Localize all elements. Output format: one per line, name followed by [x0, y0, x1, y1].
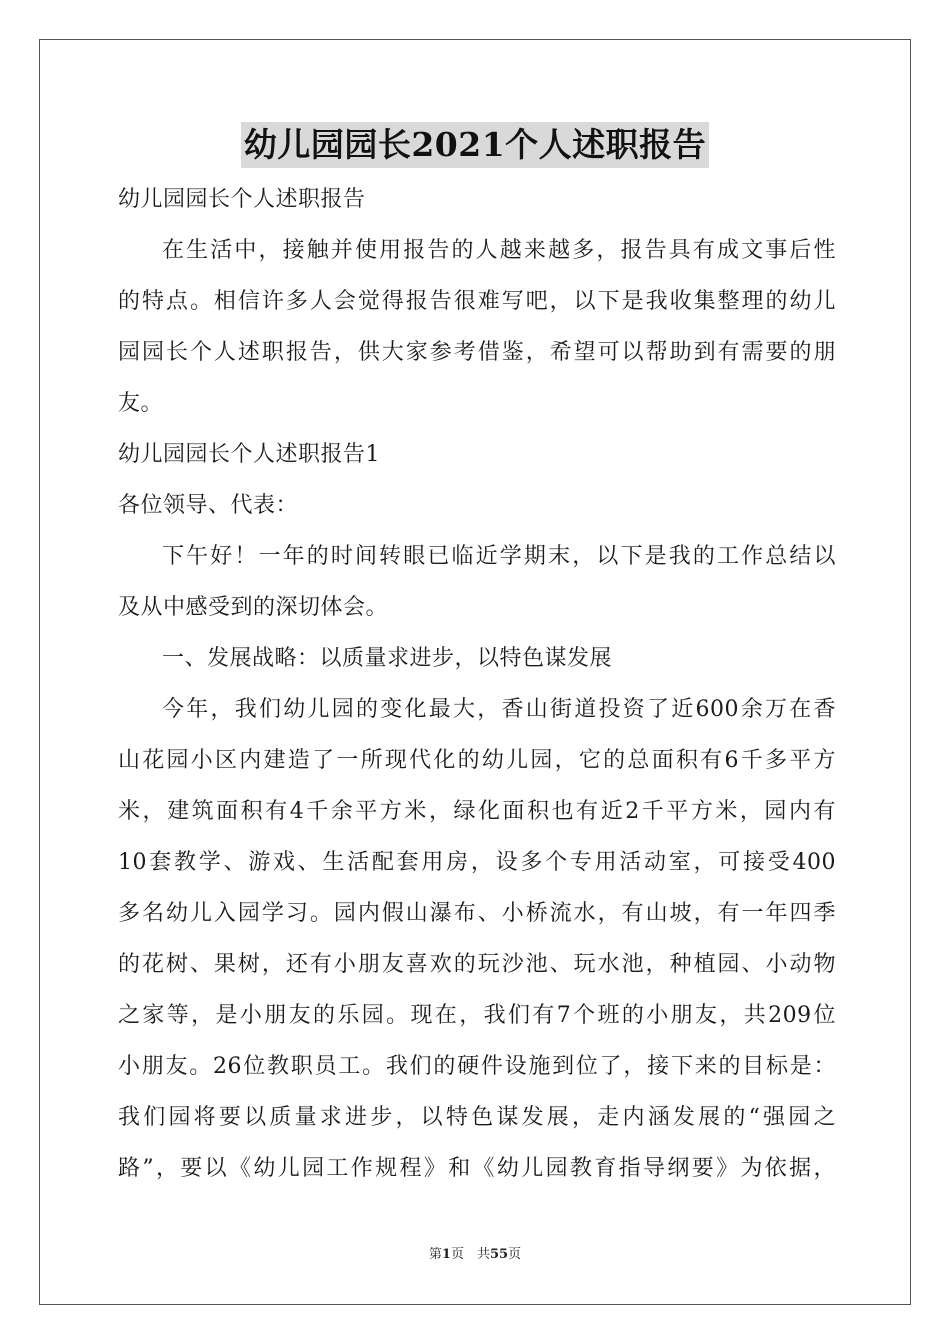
text-line: 友。 [118, 391, 164, 416]
text-line: 10套教学、游戏、生活配套用房，设多个专用活动室，可接受400 [118, 850, 836, 875]
page-footer [0, 1243, 950, 1262]
text-line: 的花树、果树，还有小朋友喜欢的玩沙池、玩水池，种植园、小动物 [118, 952, 836, 977]
text-line: 路”，要以《幼儿园工作规程》和《幼儿园教育指导纲要》为依据， [118, 1156, 836, 1181]
text-line: 下午好！一年的时间转眼已临近学期末，以下是我的工作总结以 [162, 544, 836, 569]
text-line: 之家等，是小朋友的乐园。现在，我们有7个班的小朋友，共209位 [118, 1003, 836, 1028]
text-line: 一、发展战略：以质量求进步，以特色谋发展 [162, 646, 613, 671]
footer-prefix: 第 [428, 1247, 442, 1262]
text-line: 米，建筑面积有4千余平方米，绿化面积也有近2千平方米，园内有 [118, 799, 836, 824]
text-line: 幼儿园园长个人述职报告1 [118, 442, 380, 467]
document-title: 幼儿园园长2021个人述职报告 [241, 122, 709, 168]
text-line: 今年，我们幼儿园的变化最大，香山街道投资了近600余万在香 [162, 697, 836, 722]
footer-mid: 页 共 [450, 1247, 490, 1262]
text-line: 各位领导、代表： [118, 493, 299, 518]
text-line: 园园长个人述职报告，供大家参考借鉴，希望可以帮助到有需要的朋 [118, 340, 836, 365]
footer-suffix: 页 [508, 1247, 522, 1262]
text-line: 的特点。相信许多人会觉得报告很难写吧，以下是我收集整理的幼儿 [118, 289, 836, 314]
text-line: 及从中感受到的深切体会。 [118, 595, 389, 620]
text-line: 在生活中，接触并使用报告的人越来越多，报告具有成文事后性 [162, 238, 836, 263]
text-line: 幼儿园园长个人述职报告 [118, 187, 366, 212]
document-body [118, 174, 836, 1194]
title-container [0, 122, 950, 168]
text-line: 小朋友。26位教职员工。我们的硬件设施到位了，接下来的目标是： [118, 1054, 836, 1079]
text-line: 我们园将要以质量求进步，以特色谋发展，走内涵发展的“强园之 [118, 1105, 836, 1130]
total-pages: 55 [489, 1247, 509, 1262]
text-line: 山花园小区内建造了一所现代化的幼儿园，它的总面积有6千多平方 [118, 748, 836, 773]
text-line: 多名幼儿入园学习。园内假山瀑布、小桥流水，有山坡，有一年四季 [118, 901, 836, 926]
current-page-number: 1 [441, 1247, 451, 1262]
